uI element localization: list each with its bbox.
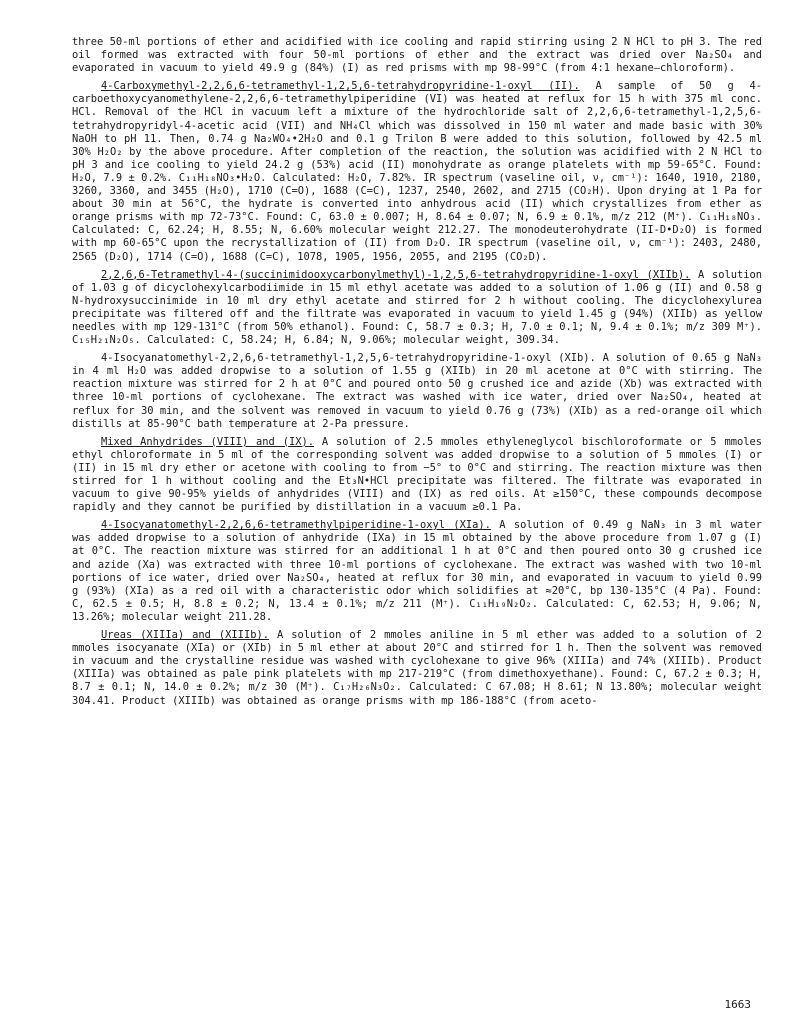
paragraph-title: 4-Carboxymethyl-2,2,6,6-tetramethyl-1,2,5,6-tetrahydropyridine-1-oxyl (II). xyxy=(101,80,580,93)
paragraph-mixed-anhydrides xyxy=(72,436,762,515)
paragraph-title: 4-Isocyanatomethyl-2,2,6,6-tetramethylpiperidine-1-oxyl (XIa). xyxy=(101,519,491,532)
paragraph-body: 4-Isocyanatomethyl-2,2,6,6-tetramethyl-1,2,5,6-tetrahydropyridine-1-oxyl (XIb). A solution of 0.65 g NaN₃ in 4 ml H₂O was added dropwise to a solution of 1.55 g (XIIb) in 20 ml acetone at 0°C with stirring. The reaction mixture was stirred for 2 h at 0°C and poured onto 50 g crushed ice and azide (Xb) was extracted with three 10-ml portions of cyclohexane. The extract was washed with ice water, dried over Na₂SO₄, heated at reflux for 30 min, and the solvent was removed in vacuum to yield 0.76 g (73%) (XIb) as a red-orange oil which distills at 85-90°C bath temperature at 2-Pa pressure. xyxy=(72,352,762,430)
paragraph-title: 2,2,6,6-Tetramethyl-4-(succinimidooxycarbonylmethyl)-1,2,5,6-tetrahydropyridine-1-oxyl (XIIb). xyxy=(101,268,691,281)
paragraph-compound-xib xyxy=(72,352,762,431)
paragraph-compound-xia xyxy=(72,519,762,624)
page-text xyxy=(72,36,762,713)
paragraph-title: Ureas (XIIIa) and (XIIIb). xyxy=(101,629,269,642)
paragraph-body: three 50-ml portions of ether and acidified with ice cooling and rapid stirring using 2 N HCl to pH 3. The red oil formed was extracted with four 50-ml portions of ether and the extract was dried over Na₂SO₄ and evaporated in vacuum to yield 49.9 g (84%) (I) as red prisms with mp 98-99°C (from 4:1 hexane—chloroform). xyxy=(72,36,762,75)
paragraph-body: A solution of 2.5 mmoles ethyleneglycol bischloroformate or 5 mmoles ethyl chloroformate in 5 ml of the corresponding solvent was added dropwise to a solution of 5 mmoles (I) or (II) in 15 ml dry ether or acetone with cooling to from −5° to 0°C and stirring. The reaction mixture was then stirred for 1 h without cooling and the Et₃N•HCl precipitate was filtered. The filtrate was evaporated in vacuum to give 90-95% yields of anhydrides (VIII) and (IX) as red oils. At ≥150°C, these compounds decompose rapidly and they cannot be purified by distillation in a vacuum ≥0.1 Pa. xyxy=(72,435,762,514)
page-number: 1663 xyxy=(724,998,751,1011)
paragraph-body: A solution of 1.03 g of dicyclohexylcarbodiimide in 15 ml ethyl acetate was added to a solution of 1.06 g (II) and 0.58 g N-hydroxysuccinimide in 10 ml dry ethyl acetate and stirred for 2 h without cooling. The dicyclohexylurea precipitate was filtered off and the filtrate was evaporated in vacuum to yield 1.45 g (94%) (XIIb) as yellow needles with mp 129-131°C (from 50% ethanol). Found: C, 58.7 ± 0.3; H, 7.0 ± 0.1; N, 9.4 ± 0.1%; m/z 309 M⁺). C₁₅H₂₁N₂O₅. Calculated: C, 58.24; H, 6.84; N, 9.06%; molecular weight, 309.34. xyxy=(72,268,762,347)
paragraph-ureas xyxy=(72,629,762,708)
paragraph-compound-ii xyxy=(72,80,762,263)
paragraph-title: Mixed Anhydrides (VIII) and (IX). xyxy=(101,435,314,448)
paragraph-body: A solution of 0.49 g NaN₃ in 3 ml water was added dropwise to a solution of anhydride (IXa) in 15 ml obtained by the above procedure from 1.07 g (I) at 0°C. The reaction mixture was stirred for an additional 1 h at 0°C and then poured onto 30 g crushed ice and azide (Xa) was extracted with three 10-ml portions of cyclohexane. The extract was washed with two 10-ml portions of ice water, dried over Na₂SO₄, heated at reflux for 30 min, and evaporated in vacuum to yield 0.99 g (93%) (XIa) as a red oil with a characteristic odor which solidifies at ≈20°C, bp 130-135°C (4 Pa). Found: C, 62.5 ± 0.5; H, 8.8 ± 0.2; N, 13.4 ± 0.1%; m/z 211 (M⁺). C₁₁H₁₉N₂O₂. Calculated: C, 62.53; H, 9.06; N, 13.26%; molecular weight 211.28. xyxy=(72,519,762,623)
paragraph-body: A sample of 50 g 4-carboethoxycyanomethylene-2,2,6,6-tetramethylpiperidine (VI) was heated at reflux for 15 h with 375 ml conc. HCl. Removal of the HCl in vacuum left a mixture of the hydrochloride salt of 2,2,6,6-tetramethyl-1,2,5,6-tetrahydropyridyl-4-acetic acid (VII) and NH₄Cl which was dissolved in 150 ml water and made basic with 30% NaOH to pH 11. Then, 0.74 g Na₂WO₄•2H₂O and 0.1 g Trilon B were added to this solution, followed by 42.5 ml 30% H₂O₂ by the above procedure. After completion of the reaction, the solution was acidified with 2 N HCl to pH 3 and ice cooling to yield 24.2 g (53%) acid (II) monohydrate as orange platelets with mp 59-65°C. Found: H₂O, 7.9 ± 0.2%. C₁₁H₁₈NO₃•H₂O. Calculated: H₂O, 7.82%. IR spectrum (vaseline oil, ν, cm⁻¹): 1640, 1910, 2180, 3260, 3360, and 3455 (H₂O), 1710 (C=O), 1688 (C=C), 1237, 2540, 2602, and 2715 (CO₂H). Upon drying at 1 Pa for about 30 min at 56°C, the hydrate is converted into anhydrous acid (II) which crystallizes from ether as orange prisms with mp 72-73°C. Found: C, 63.0 ± 0.007; H, 8.64 ± 0.07; N, 6.9 ± 0.1%, m/z 212 (M⁺). C₁₁H₁₈NO₃. Calculated: C, 62.24; H, 8.55; N, 6.60% molecular weight 212.27. The monodeuterohydrate (II-D•D₂O) is formed with mp 60-65°C upon the recrystallization of (II) from D₂O. IR spectrum (vaseline oil, ν, cm⁻¹): 2403, 2480, 2565 (D₂O), 1714 (C=O), 1688 (C=C), 1078, 1905, 1956, 2055, and 2195 (CO₂D). xyxy=(72,80,762,263)
paragraph-compound-xiib xyxy=(72,269,762,348)
paragraph-continuation xyxy=(72,36,762,75)
paragraph-body: A solution of 2 mmoles aniline in 5 ml ether was added to a solution of 2 mmoles isocyanate (XIa) or (XIb) in 5 ml ether at about 20°C and stirred for 1 h. Then the solvent was removed in vacuum and the crystalline residue was washed with cyclohexane to give 96% (XIIIa) and 74% (XIIIb). Product (XIIIa) was obtained as pale pink platelets with mp 217-219°C (from dimethoxyethane). Found: C, 67.2 ± 0.3; H, 8.7 ± 0.1; N, 14.0 ± 0.2%; m/z 30 (M⁺). C₁₇H₂₆N₃O₂. Calculated: C 67.08; H 8.61; N 13.80%; molecular weight 304.41. Product (XIIIb) was obtained as orange prisms with mp 186-188°C (from aceto- xyxy=(72,629,762,707)
